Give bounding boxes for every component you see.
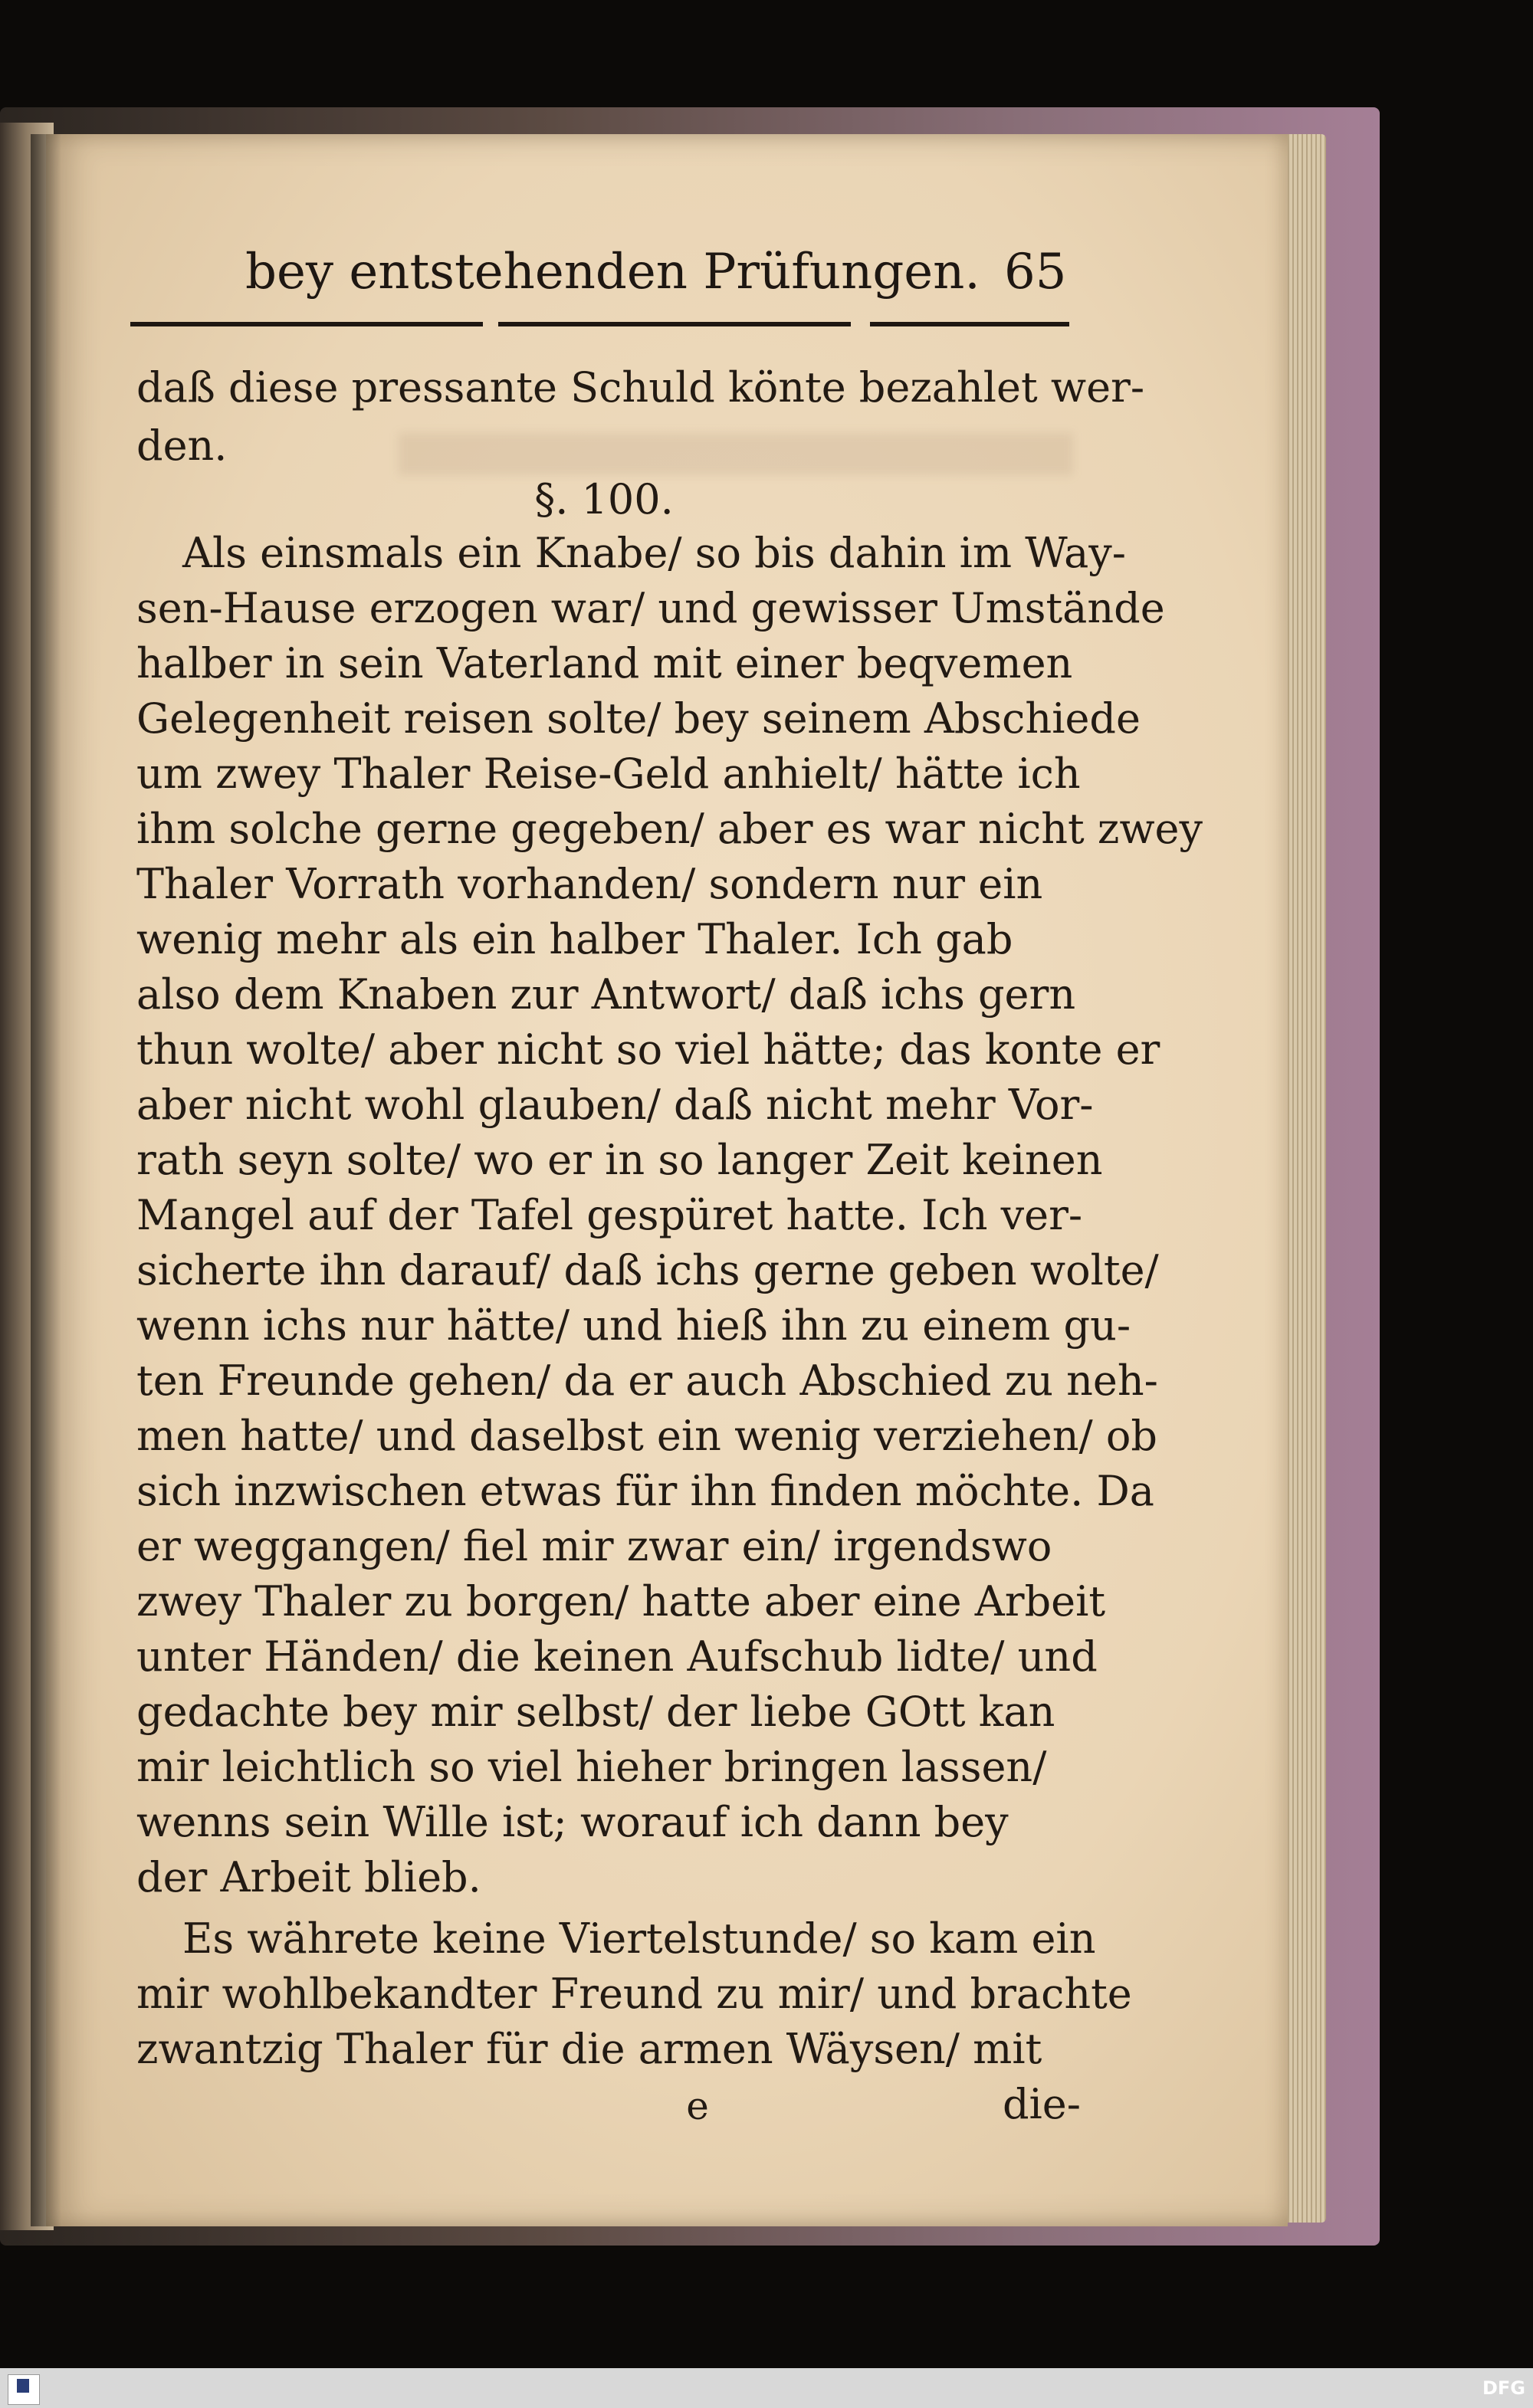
text-line: zwantzig Thaler für die armen Wäysen/ mit	[136, 2025, 1042, 2073]
text-line: Thaler Vorrath vorhanden/ sondern nur ein	[136, 860, 1043, 908]
text-line: sen-Hause erzogen war/ und gewisser Umstände	[136, 584, 1165, 632]
text-line: also dem Knaben zur Antwort/ daß ichs gern	[136, 970, 1076, 1019]
header-rule-left	[130, 322, 483, 326]
header-rule-middle	[498, 322, 851, 326]
page-number: 65	[1004, 244, 1067, 300]
section-marker: §. 100.	[534, 475, 674, 523]
text-line: Als einsmals ein Knabe/ so bis dahin im Way-	[182, 529, 1127, 577]
text-line: Mangel auf der Tafel gespüret hatte. Ich ver-	[136, 1191, 1083, 1239]
running-head: bey entstehenden Prüfungen.	[245, 244, 980, 300]
text-line: sicherte ihn darauf/ daß ichs gerne geben wolte/	[136, 1246, 1159, 1294]
catchword: die-	[1002, 2080, 1081, 2128]
text-line: ihm solche gerne gegeben/ aber es war nicht zwey	[136, 805, 1203, 853]
text-line: mir wohlbekandter Freund zu mir/ und brachte	[136, 1970, 1132, 2018]
text-line: rath seyn solte/ wo er in so langer Zeit keinen	[136, 1136, 1103, 1184]
text-line: halber in sein Vaterland mit einer beqvemen	[136, 639, 1073, 687]
text-line: wenig mehr als ein halber Thaler. Ich gab	[136, 915, 1013, 963]
dfg-brand: DFG	[1482, 2377, 1525, 2399]
text-line: der Arbeit blieb.	[136, 1853, 481, 1901]
text-line: wenn ichs nur hätte/ und hieß ihn zu einem gu-	[136, 1301, 1131, 1350]
text-line: gedachte bey mir selbst/ der liebe GOtt kan	[136, 1688, 1055, 1736]
library-crest-icon	[17, 2379, 29, 2393]
text-line: sich inzwischen etwas für ihn finden möchte. Da	[136, 1467, 1154, 1515]
text-line: unter Händen/ die keinen Aufschub lidte/ und	[136, 1632, 1098, 1681]
text-line: thun wolte/ aber nicht so viel hätte; das konte er	[136, 1025, 1160, 1074]
text-line: mir leichtlich so viel hieher bringen lassen/	[136, 1743, 1047, 1791]
text-line: Gelegenheit reisen solte/ bey seinem Abschiede	[136, 694, 1141, 743]
text-line: aber nicht wohl glauben/ daß nicht mehr Vor-	[136, 1081, 1094, 1129]
text-line: er weggangen/ fiel mir zwar ein/ irgendswo	[136, 1522, 1052, 1570]
text-line: daß diese pressante Schuld könte bezahlet wer-	[136, 363, 1145, 412]
text-line: Es währete keine Viertelstunde/ so kam ein	[182, 1914, 1096, 1963]
spine-shadow	[31, 134, 61, 2226]
text-line: ten Freunde gehen/ da er auch Abschied zu neh-	[136, 1357, 1158, 1405]
signature-mark: e	[686, 2084, 709, 2128]
header-rule-right	[870, 322, 1069, 326]
text-line: men hatte/ und daselbst ein wenig verziehen/ ob	[136, 1412, 1157, 1460]
text-line: um zwey Thaler Reise-Geld anhielt/ hätte ich	[136, 750, 1081, 798]
text-line: zwey Thaler zu borgen/ hatte aber eine Arbeit	[136, 1577, 1106, 1626]
text-line: wenns sein Wille ist; worauf ich dann bey	[136, 1798, 1009, 1846]
text-line: den.	[136, 422, 228, 470]
viewer-footer-bar	[0, 2368, 1533, 2408]
